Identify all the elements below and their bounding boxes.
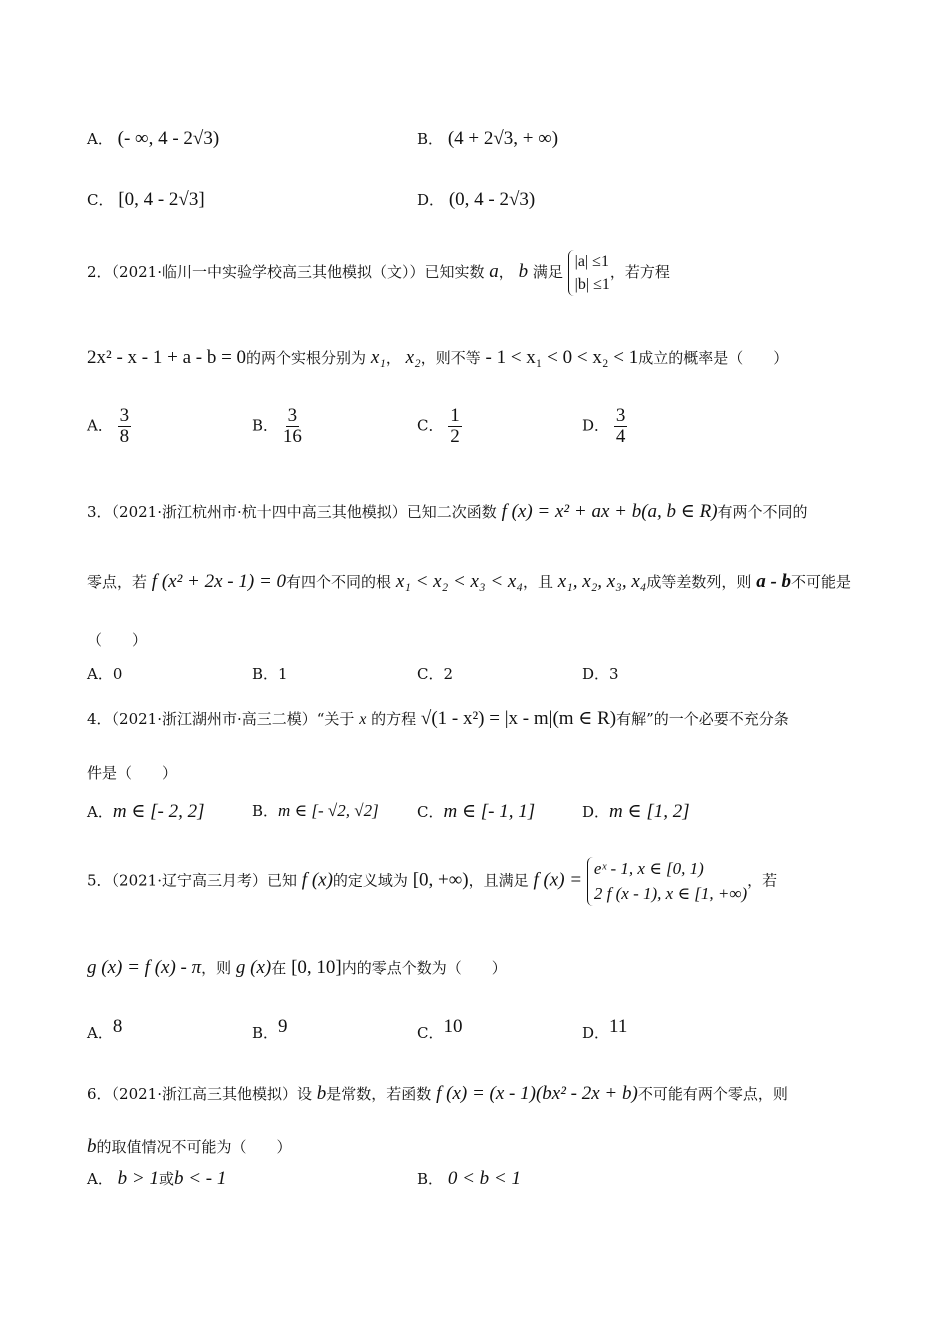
q6-stem-line1 bbox=[87, 1083, 788, 1105]
q3-option-b-label: B． bbox=[252, 665, 279, 683]
q5-text: ，则 bbox=[201, 959, 232, 977]
q2-number: 2． bbox=[87, 263, 112, 282]
q2-text: 满足 bbox=[532, 263, 563, 282]
q6-var-b: b bbox=[87, 1136, 97, 1157]
q3-text: 已知二次函数 bbox=[406, 503, 497, 521]
q5-stem-line2 bbox=[87, 957, 507, 979]
q3-expression: a - b bbox=[756, 571, 792, 592]
q4-option-b-label: B． bbox=[252, 802, 279, 820]
q4-var-x: x bbox=[359, 711, 367, 728]
q3-number: 3． bbox=[87, 503, 112, 521]
q4-text: “关于 bbox=[316, 710, 355, 728]
q2-text: 已知实数 bbox=[424, 263, 485, 282]
q5-option-c-value: 10 bbox=[443, 1016, 463, 1037]
fraction-numerator: 3 bbox=[615, 405, 626, 426]
q3-text: 零点，若 bbox=[87, 573, 148, 591]
q4-option-a bbox=[87, 800, 205, 823]
q2-option-c bbox=[417, 406, 462, 447]
q5-fx: f (x) bbox=[301, 869, 333, 891]
q6-number: 6． bbox=[87, 1085, 112, 1103]
q3-option-c-value: 2 bbox=[443, 665, 454, 683]
q4-option-c bbox=[417, 800, 535, 823]
q5-number: 5． bbox=[87, 871, 112, 890]
q3-option-d-label: D． bbox=[582, 665, 610, 683]
q2-equation: 2x² - x - 1 + a - b = 0 bbox=[87, 347, 247, 368]
q5-text: 已知 bbox=[267, 871, 298, 890]
q5-option-d bbox=[582, 1016, 627, 1043]
q4-stem-line2: 件是（ ） bbox=[87, 764, 178, 782]
q5-text: ，若 bbox=[747, 871, 778, 890]
q6-text: 不可能有两个零点，则 bbox=[637, 1085, 788, 1103]
q5-option-a-label: A． bbox=[87, 1024, 113, 1042]
q5-gx: g (x) bbox=[235, 957, 272, 978]
q3-text: 有两个不同的 bbox=[717, 503, 808, 521]
q6-option-a bbox=[87, 1168, 226, 1190]
q4-option-a-expr: m ∈ [- 2, 2] bbox=[112, 801, 205, 822]
q1-option-a-label: A． bbox=[87, 130, 113, 148]
q3-option-d bbox=[582, 663, 619, 684]
q2-condition-2: |b| ≤1 bbox=[574, 276, 610, 294]
q6-text: 的取值情况不可能为（ ） bbox=[96, 1138, 292, 1156]
q2-text: 成立的概率是（ ） bbox=[638, 349, 789, 367]
q1-option-d-label: D． bbox=[417, 191, 445, 209]
q6-source: （2021·浙江高三其他模拟） bbox=[111, 1085, 297, 1103]
q3-text: ，且 bbox=[522, 573, 553, 591]
q3-text: 不可能是 bbox=[791, 573, 852, 591]
q6-option-a-or: 或 bbox=[158, 1170, 174, 1188]
q3-text: 有四个不同的根 bbox=[286, 573, 392, 591]
q5-stem-line1 bbox=[87, 857, 777, 906]
q2-text: ，则不等 bbox=[420, 349, 481, 367]
q2-stem-line1 bbox=[87, 250, 670, 296]
q5-option-b bbox=[252, 1016, 288, 1043]
q5-text: 内的零点个数为（ ） bbox=[341, 959, 507, 977]
q5-option-c-label: C． bbox=[417, 1024, 444, 1042]
q1-option-d bbox=[417, 189, 535, 211]
fraction-denominator: 4 bbox=[615, 425, 626, 447]
q5-option-a-value: 8 bbox=[112, 1016, 123, 1037]
fraction-numerator: 1 bbox=[450, 405, 460, 426]
q6-function: f (x) = (x - 1)(bx² - 2x + b) bbox=[436, 1083, 638, 1104]
q6-option-b-label: B． bbox=[417, 1170, 444, 1188]
q2-var-a: a bbox=[489, 261, 499, 283]
q6-option-b-expr: 0 < b < 1 bbox=[447, 1168, 521, 1189]
q6-stem-line2 bbox=[87, 1136, 292, 1158]
q3-sequence: x₁, x₂, x₃, x₄ bbox=[557, 571, 647, 592]
q2-option-b bbox=[252, 406, 302, 447]
q2-option-a bbox=[87, 406, 131, 447]
q1-option-c-label: C． bbox=[87, 191, 114, 209]
q4-number: 4． bbox=[87, 710, 112, 728]
q2-option-d bbox=[582, 406, 627, 447]
q5-interval: [0, 10] bbox=[291, 957, 342, 978]
q3-option-c-label: C． bbox=[417, 665, 444, 683]
q6-option-a-expr-2: b < - 1 bbox=[173, 1168, 227, 1189]
q6-option-a-expr-1: b > 1 bbox=[117, 1168, 159, 1189]
q2-text: ，若方程 bbox=[609, 263, 670, 282]
q3-option-b bbox=[252, 663, 288, 684]
q4-option-c-label: C． bbox=[417, 803, 444, 821]
q6-text: 是常数，若函数 bbox=[326, 1085, 432, 1103]
q3-paren: （ ） bbox=[87, 631, 148, 649]
q5-option-d-label: D． bbox=[582, 1024, 610, 1042]
q2-option-a-fraction bbox=[118, 406, 132, 447]
q1-option-a bbox=[87, 128, 219, 150]
q5-gdef: g (x) = f (x) - π bbox=[87, 957, 202, 978]
q3-option-d-value: 3 bbox=[609, 665, 619, 683]
q2-stem-line2: 2x² - x - 1 + a - b = 0的两个实根分别为 x₁， x₂，则不等 - 1 < x₁ < 0 < x₂ < 1成立的概率是（ ） bbox=[87, 347, 789, 368]
q1-option-d-expr: (0, 4 - 2√3) bbox=[448, 189, 536, 210]
q5-option-d-value: 11 bbox=[609, 1016, 628, 1037]
q2-condition-system bbox=[568, 250, 610, 296]
q5-source: （2021·辽宁高三月考） bbox=[111, 871, 267, 890]
q3-option-a-value: 0 bbox=[112, 665, 123, 683]
q3-text: 成等差数列，则 bbox=[646, 573, 752, 591]
q4-text: 的方程 bbox=[371, 710, 417, 728]
q3-stem-line1 bbox=[87, 500, 808, 523]
q4-option-d-expr: m ∈ [1, 2] bbox=[609, 801, 690, 822]
q3-function: f (x) = x² + ax + b(a, b ∈ R) bbox=[501, 501, 718, 522]
q2-option-a-label: A． bbox=[87, 416, 113, 435]
q2-text: 的两个实根分别为 bbox=[246, 349, 367, 367]
q2-option-d-label: D． bbox=[582, 416, 610, 435]
q1-option-c-expr: [0, 4 - 2√3] bbox=[118, 189, 205, 210]
q1-option-b bbox=[417, 128, 558, 150]
q1-option-a-expr: (- ∞, 4 - 2√3) bbox=[117, 128, 220, 149]
q5-fdef: f (x) = bbox=[533, 869, 583, 891]
q6-text: 设 bbox=[297, 1085, 313, 1103]
q5-text: 在 bbox=[271, 959, 287, 977]
q2-var-b: b bbox=[518, 261, 529, 283]
q5-piecewise bbox=[587, 857, 747, 906]
q1-option-b-label: B． bbox=[417, 130, 444, 148]
q1-option-c bbox=[87, 189, 205, 211]
fraction-denominator: 8 bbox=[119, 425, 130, 447]
q3-option-c bbox=[417, 663, 453, 684]
q5-option-b-label: B． bbox=[252, 1024, 279, 1042]
q5-text: 的定义域为 bbox=[332, 871, 408, 890]
q1-option-b-expr: (4 + 2√3, + ∞) bbox=[447, 128, 559, 149]
q4-option-d bbox=[582, 800, 690, 823]
q5-option-a bbox=[87, 1016, 122, 1043]
q5-option-c bbox=[417, 1016, 462, 1043]
q4-source: （2021·浙江湖州市·高三二模） bbox=[111, 710, 317, 728]
q2-option-c-fraction bbox=[448, 406, 462, 447]
q5-piece-1: eˣ - 1, x ∈ [0, 1) bbox=[593, 859, 704, 878]
fraction-numerator: 3 bbox=[119, 405, 130, 426]
q2-inequality: - 1 < x₁ < 0 < x₂ < 1 bbox=[485, 347, 639, 368]
q6-option-a-label: A． bbox=[87, 1170, 113, 1188]
q3-roots: x₁ < x₂ < x₃ < x₄ bbox=[395, 571, 523, 592]
fraction-denominator: 16 bbox=[282, 425, 302, 447]
q5-text: ，且满足 bbox=[468, 871, 529, 890]
q6-var-b: b bbox=[316, 1083, 327, 1104]
q5-option-b-value: 9 bbox=[278, 1016, 288, 1037]
q5-domain: [0, +∞) bbox=[412, 869, 469, 891]
q3-source: （2021·浙江杭州市·杭十四中高三其他模拟） bbox=[111, 503, 407, 521]
fraction-denominator: 2 bbox=[450, 425, 460, 447]
q2-option-b-fraction bbox=[283, 406, 302, 447]
q4-option-b bbox=[252, 800, 379, 821]
q2-option-b-label: B． bbox=[252, 416, 279, 435]
q4-equation: √(1 - x²) = |x - m|(m ∈ R) bbox=[420, 708, 617, 729]
q4-text: 有解”的一个必要不充分条 bbox=[616, 710, 789, 728]
q2-option-d-fraction bbox=[614, 406, 628, 447]
q5-piece-2: 2 f (x - 1), x ∈ [1, +∞) bbox=[593, 883, 748, 903]
q4-option-b-expr: m ∈ [- √2, √2] bbox=[278, 801, 379, 820]
q2-x2: x₂ bbox=[405, 347, 421, 368]
q3-stem-line2 bbox=[87, 571, 851, 593]
fraction-numerator: 3 bbox=[287, 405, 298, 426]
q2-source: （2021·临川一中实验学校高三其他模拟（文）） bbox=[111, 263, 425, 282]
q3-option-a-label: A． bbox=[87, 665, 113, 683]
q2-option-c-label: C． bbox=[417, 416, 444, 435]
q2-x1: x₁ bbox=[370, 347, 386, 368]
q4-stem-line1 bbox=[87, 707, 789, 730]
q2-comma: ， bbox=[498, 263, 514, 282]
q2-condition-1: |a| ≤1 bbox=[574, 253, 609, 270]
q3-option-a bbox=[87, 663, 122, 684]
q6-option-b bbox=[417, 1168, 521, 1190]
q4-option-c-expr: m ∈ [- 1, 1] bbox=[443, 801, 536, 822]
q3-equation: f (x² + 2x - 1) = 0 bbox=[151, 571, 287, 592]
q4-option-a-label: A． bbox=[87, 803, 113, 821]
q4-option-d-label: D． bbox=[582, 803, 610, 821]
q3-option-b-value: 1 bbox=[278, 665, 288, 683]
